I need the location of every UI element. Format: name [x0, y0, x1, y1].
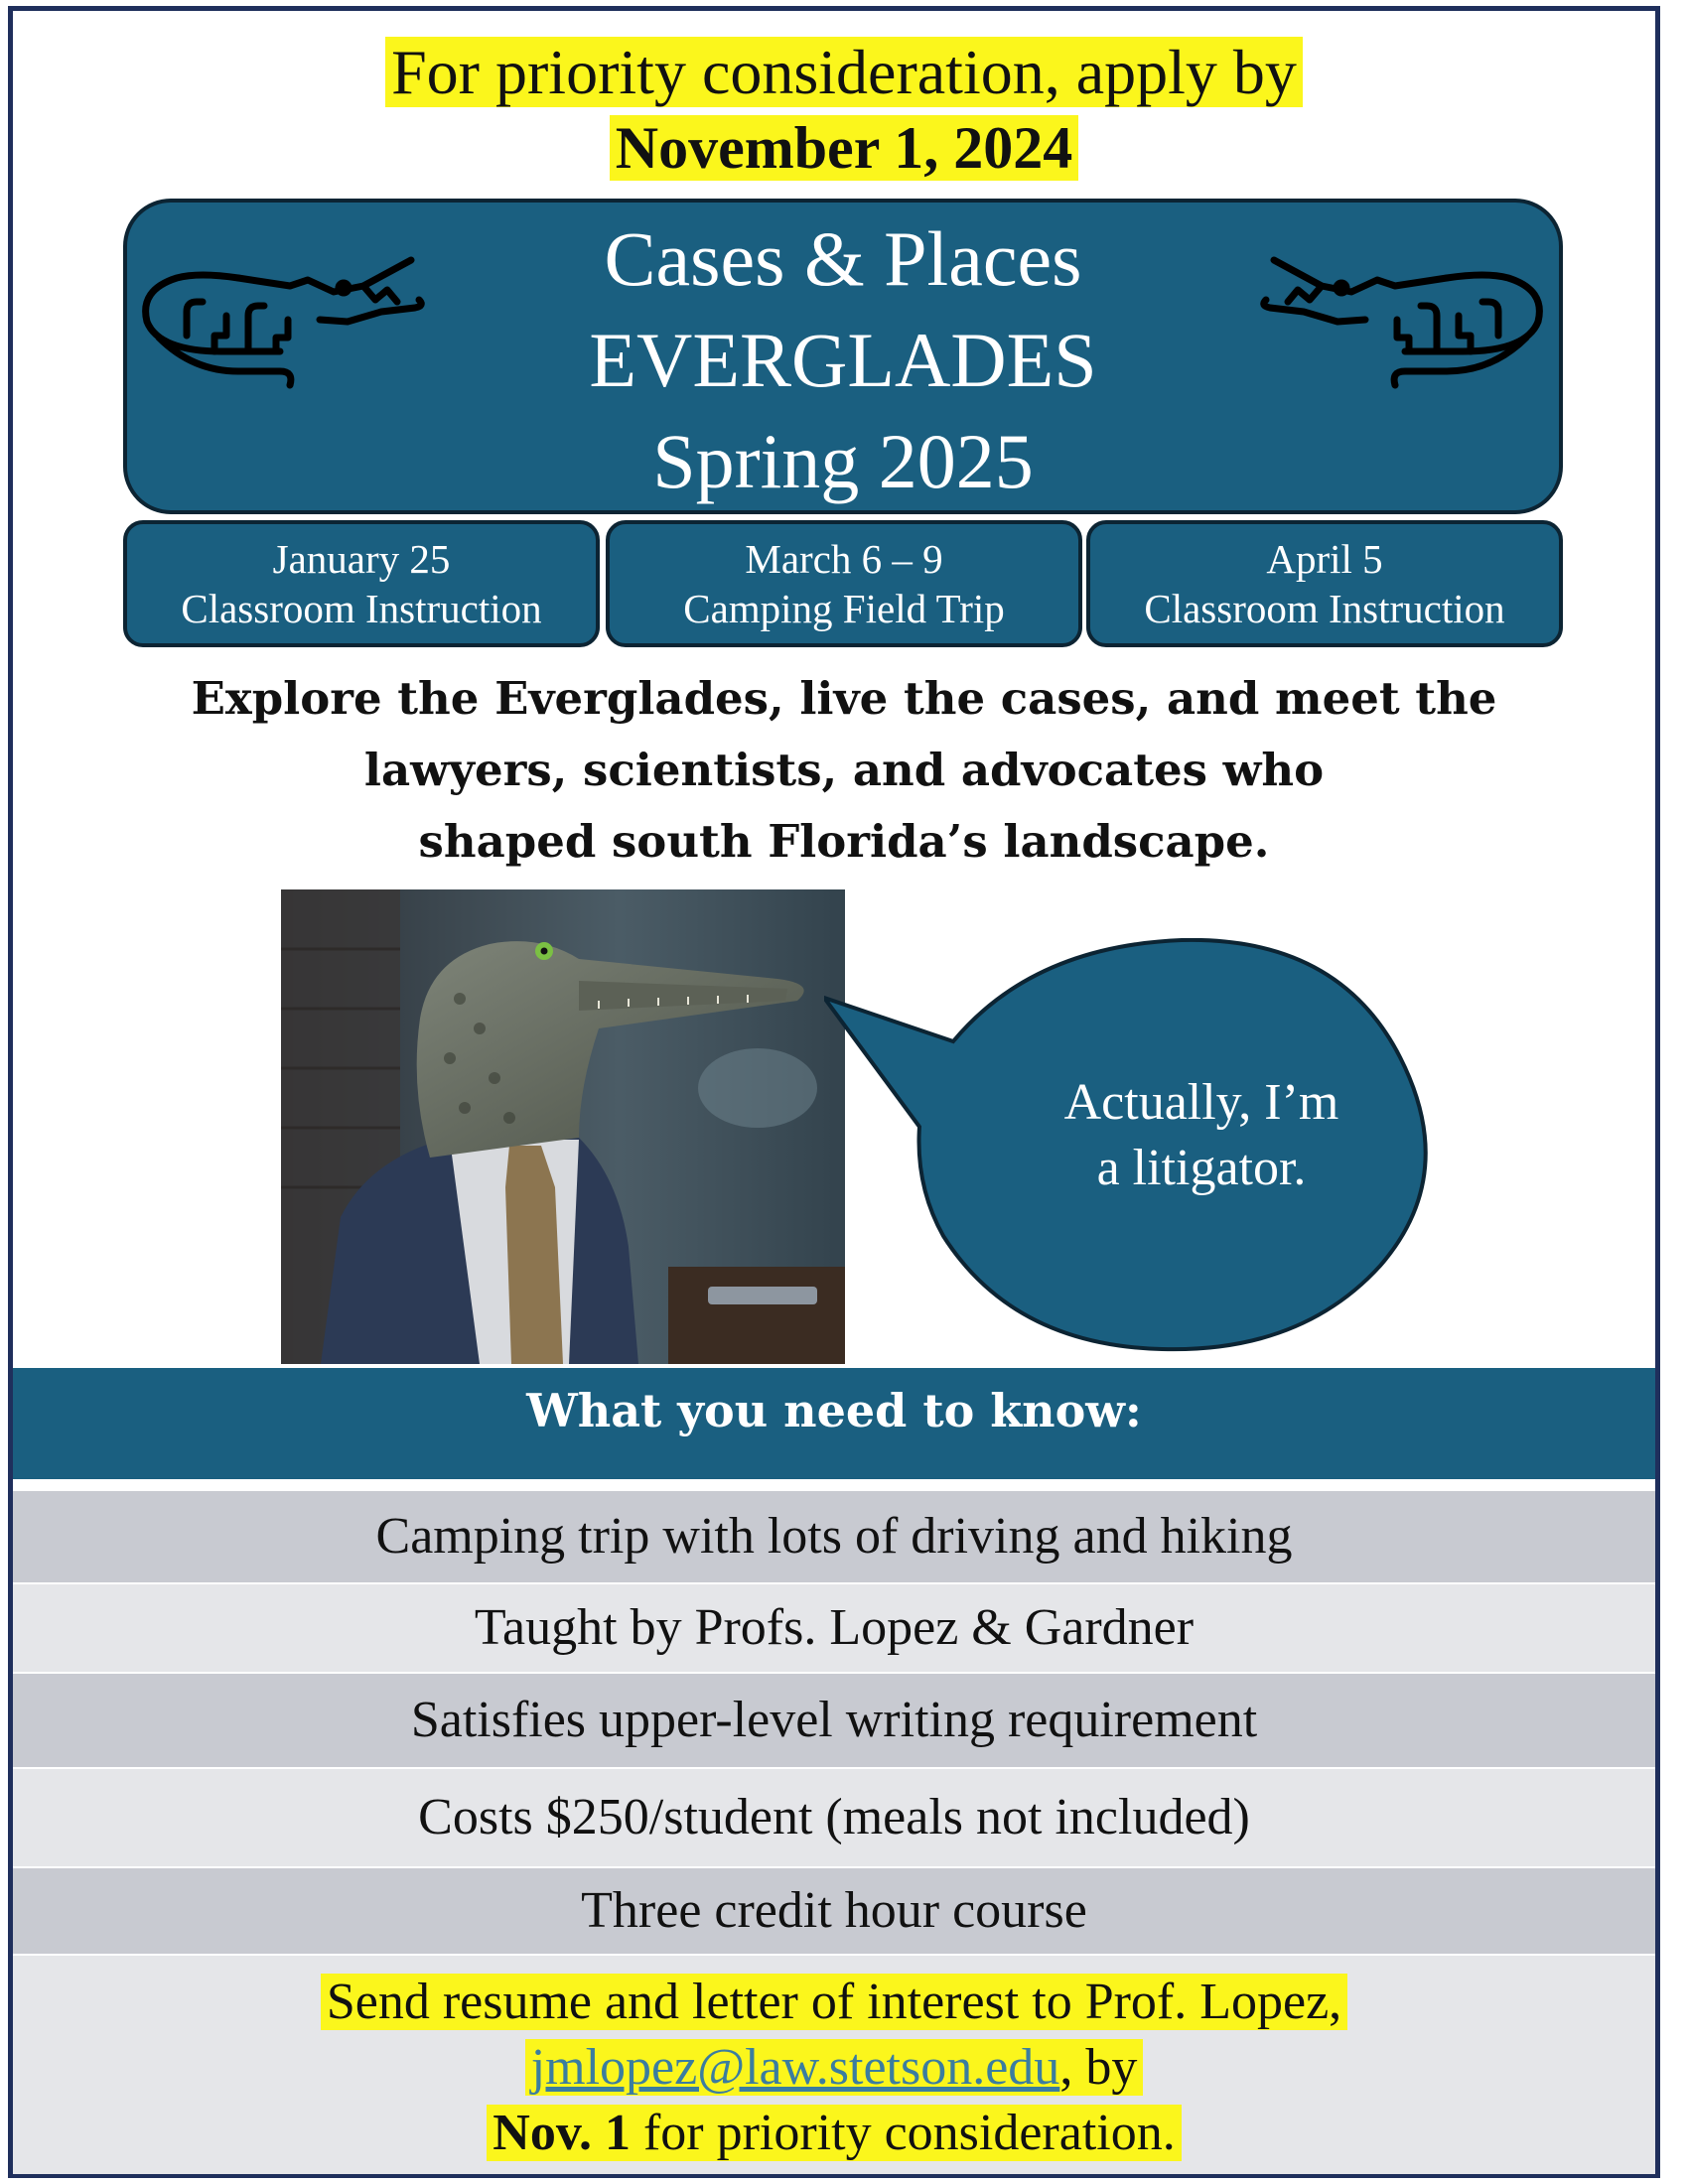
know-item: Satisfies upper-level writing requirement	[13, 1672, 1655, 1767]
send-deadline: Nov. 1	[492, 2105, 631, 2161]
send-line-3-rest: for priority consideration.	[630, 2105, 1176, 2161]
priority-notice	[0, 34, 1688, 185]
date-box-march	[606, 520, 1082, 647]
date-box-april	[1086, 520, 1563, 647]
date-value: April 5	[1266, 536, 1383, 582]
application-instructions	[13, 1954, 1655, 2174]
priority-line-1: For priority consideration, apply by	[385, 37, 1303, 107]
date-label: Classroom Instruction	[1144, 586, 1505, 631]
alligator-icon-left	[131, 256, 429, 395]
explore-line-2: lawyers, scientists, and advocates who	[363, 744, 1325, 796]
know-item: Three credit hour course	[13, 1866, 1655, 1954]
alligator-icon-right	[1256, 256, 1554, 395]
explore-line-1: Explore the Everglades, live the cases, and meet the	[191, 672, 1497, 725]
know-header: What you need to know:	[13, 1368, 1655, 1479]
know-item: Costs $250/student (meals not included)	[13, 1767, 1655, 1866]
date-box-january	[123, 520, 600, 647]
send-line-2-suffix: , by	[1059, 2039, 1138, 2096]
know-item: Taught by Profs. Lopez & Gardner	[13, 1582, 1655, 1672]
know-item: Camping trip with lots of driving and hiking	[13, 1489, 1655, 1582]
date-value: January 25	[272, 536, 451, 582]
bubble-line-1: Actually, I’m	[1063, 1074, 1339, 1131]
priority-deadline: November 1, 2024	[610, 115, 1079, 181]
alligator-lawyer-photo	[281, 889, 845, 1364]
explore-line-3: shaped south Florida’s landscape.	[418, 815, 1270, 868]
explore-description	[0, 663, 1688, 878]
email-link[interactable]: jmlopez@law.stetson.edu	[530, 2039, 1060, 2096]
bubble-line-2: a litigator.	[1096, 1140, 1307, 1196]
send-line-1: Send resume and letter of interest to Prof. Lopez,	[321, 1974, 1347, 2030]
date-label: Camping Field Trip	[683, 586, 1005, 631]
date-value: March 6 – 9	[745, 536, 943, 582]
title-line-1: Cases & Places	[604, 215, 1082, 302]
title-line-3: Spring 2025	[652, 418, 1034, 504]
speech-bubble-text	[953, 1070, 1450, 1201]
title-line-2: EVERGLADES	[589, 317, 1097, 403]
date-label: Classroom Instruction	[181, 586, 542, 631]
